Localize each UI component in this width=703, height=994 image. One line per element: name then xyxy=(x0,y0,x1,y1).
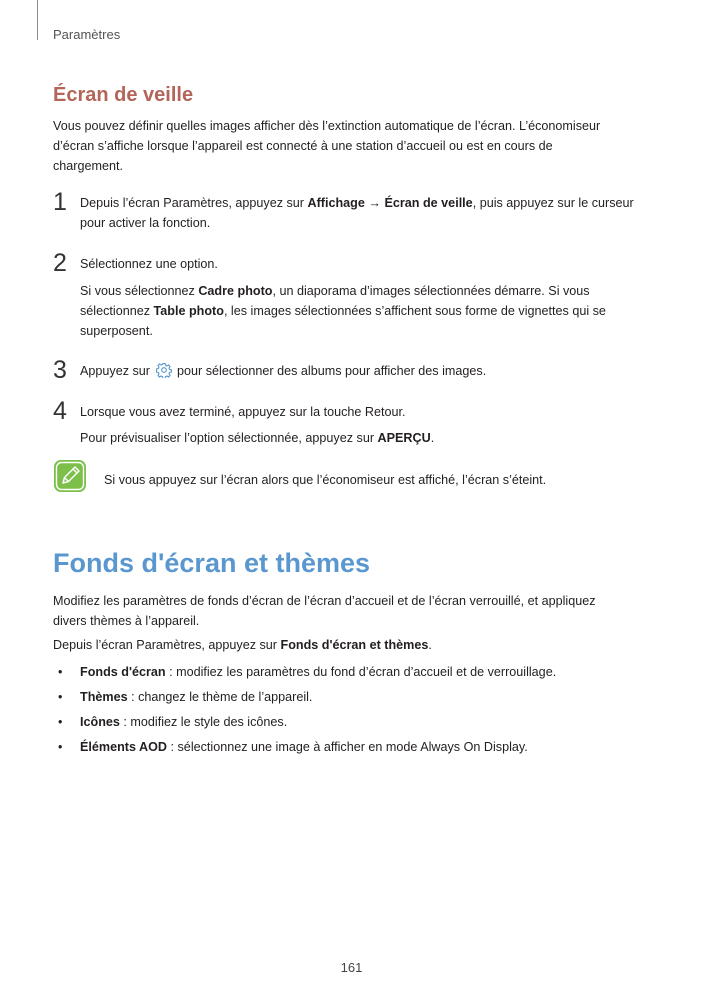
list-item-term: Thèmes xyxy=(80,690,128,704)
step-3-line xyxy=(80,361,655,381)
list-item-wallpapers xyxy=(80,662,660,682)
list-item-icons xyxy=(80,712,660,732)
step-1-arrow: → xyxy=(364,196,385,210)
step-2-detail-line-1 xyxy=(80,281,655,301)
list-item-desc: : modifiez le style des icônes. xyxy=(119,715,288,729)
step-3-text-a: Appuyez sur xyxy=(80,364,154,378)
section2-path-a: Depuis l’écran Paramètres, appuyez sur xyxy=(53,638,281,652)
section-title-wallpapers-themes: Fonds d'écran et thèmes xyxy=(53,548,370,578)
list-item-term: Fonds d'écran xyxy=(80,665,166,679)
step-1-ecran-de-veille: Écran de veille xyxy=(384,196,473,210)
list-item-term: Icônes xyxy=(80,715,120,729)
note-pencil-icon xyxy=(54,460,86,492)
step-4-detail-a: Pour prévisualiser l’option sélectionnée, appuyez sur xyxy=(80,431,378,445)
step-2-detail-a: Si vous sélectionnez xyxy=(80,284,199,298)
bullet-marker: • xyxy=(58,665,63,679)
step-2-detail-line-2 xyxy=(80,301,655,321)
intro-line-1: Vous pouvez définir quelles images afficher dès l’extinction automatique de l’écran. L’économiseur xyxy=(53,119,601,133)
section2-path-c: . xyxy=(428,638,432,652)
step-number-4: 4 xyxy=(53,397,67,425)
step-2-detail-d: sélectionnez xyxy=(80,304,154,318)
step-4-detail-c: . xyxy=(430,431,435,445)
step-4-text: Lorsque vous avez terminé, appuyez sur la touche Retour. xyxy=(80,405,406,419)
list-item-desc: : sélectionnez une image à afficher en mode Always On Display. xyxy=(167,740,528,754)
intro-line-3: chargement. xyxy=(53,159,124,173)
list-item-term: Éléments AOD xyxy=(80,740,168,754)
step-2-text: Sélectionnez une option. xyxy=(80,257,218,271)
header-divider-line xyxy=(37,0,38,40)
page-number: 161 xyxy=(340,960,363,975)
step-4-detail xyxy=(80,428,655,448)
step-2-detail-c: , un diaporama d’images sélectionnées démarre. Si vous xyxy=(272,284,590,298)
bullet-marker: • xyxy=(58,690,63,704)
step-1-text-a: Depuis l’écran Paramètres, appuyez sur xyxy=(80,196,308,210)
list-item-aod xyxy=(80,737,660,757)
section2-path-bold: Fonds d'écran et thèmes xyxy=(280,638,429,652)
list-item-desc: : changez le thème de l’appareil. xyxy=(127,690,313,704)
section2-intro-line-2: divers thèmes à l’appareil. xyxy=(53,614,200,628)
step-2-detail-line-3: superposent. xyxy=(80,324,153,338)
step-2-table-photo: Table photo xyxy=(153,304,224,318)
step-2-detail-e: , les images sélectionnées s’affichent sous forme de vignettes qui se xyxy=(223,304,606,318)
section2-path xyxy=(53,635,643,655)
note-text: Si vous appuyez sur l’écran alors que l’économiseur est affiché, l’écran s’éteint. xyxy=(104,473,547,487)
list-item-themes xyxy=(80,687,660,707)
step-1-line-1 xyxy=(80,193,655,213)
step-2-cadre-photo: Cadre photo xyxy=(198,284,273,298)
step-4-apercu: APERÇU xyxy=(377,431,431,445)
intro-line-2: d’écran s’affiche lorsque l’appareil est connecté à une station d’accueil ou est en cours de xyxy=(53,139,553,153)
step-3-text-b: pour sélectionner des albums pour afficher des images. xyxy=(173,364,487,378)
step-1-affichage: Affichage xyxy=(307,196,365,210)
section-title-screensaver: Écran de veille xyxy=(53,84,194,106)
step-1-line-2: pour activer la fonction. xyxy=(80,216,211,230)
step-number-3: 3 xyxy=(53,356,67,384)
step-1-text-c: , puis appuyez sur le curseur xyxy=(472,196,634,210)
bullet-marker: • xyxy=(58,740,63,754)
step-number-1: 1 xyxy=(53,188,67,216)
step-number-2: 2 xyxy=(53,249,67,277)
section2-intro-line-1: Modifiez les paramètres de fonds d’écran de l’écran d’accueil et de l’écran verrouillé, et appliquez xyxy=(53,594,596,608)
list-item-desc: : modifiez les paramètres du fond d’écran d’accueil et de verrouillage. xyxy=(165,665,557,679)
bullet-marker: • xyxy=(58,715,63,729)
header-section-label: Paramètres xyxy=(53,27,121,42)
settings-gear-icon xyxy=(156,362,172,378)
